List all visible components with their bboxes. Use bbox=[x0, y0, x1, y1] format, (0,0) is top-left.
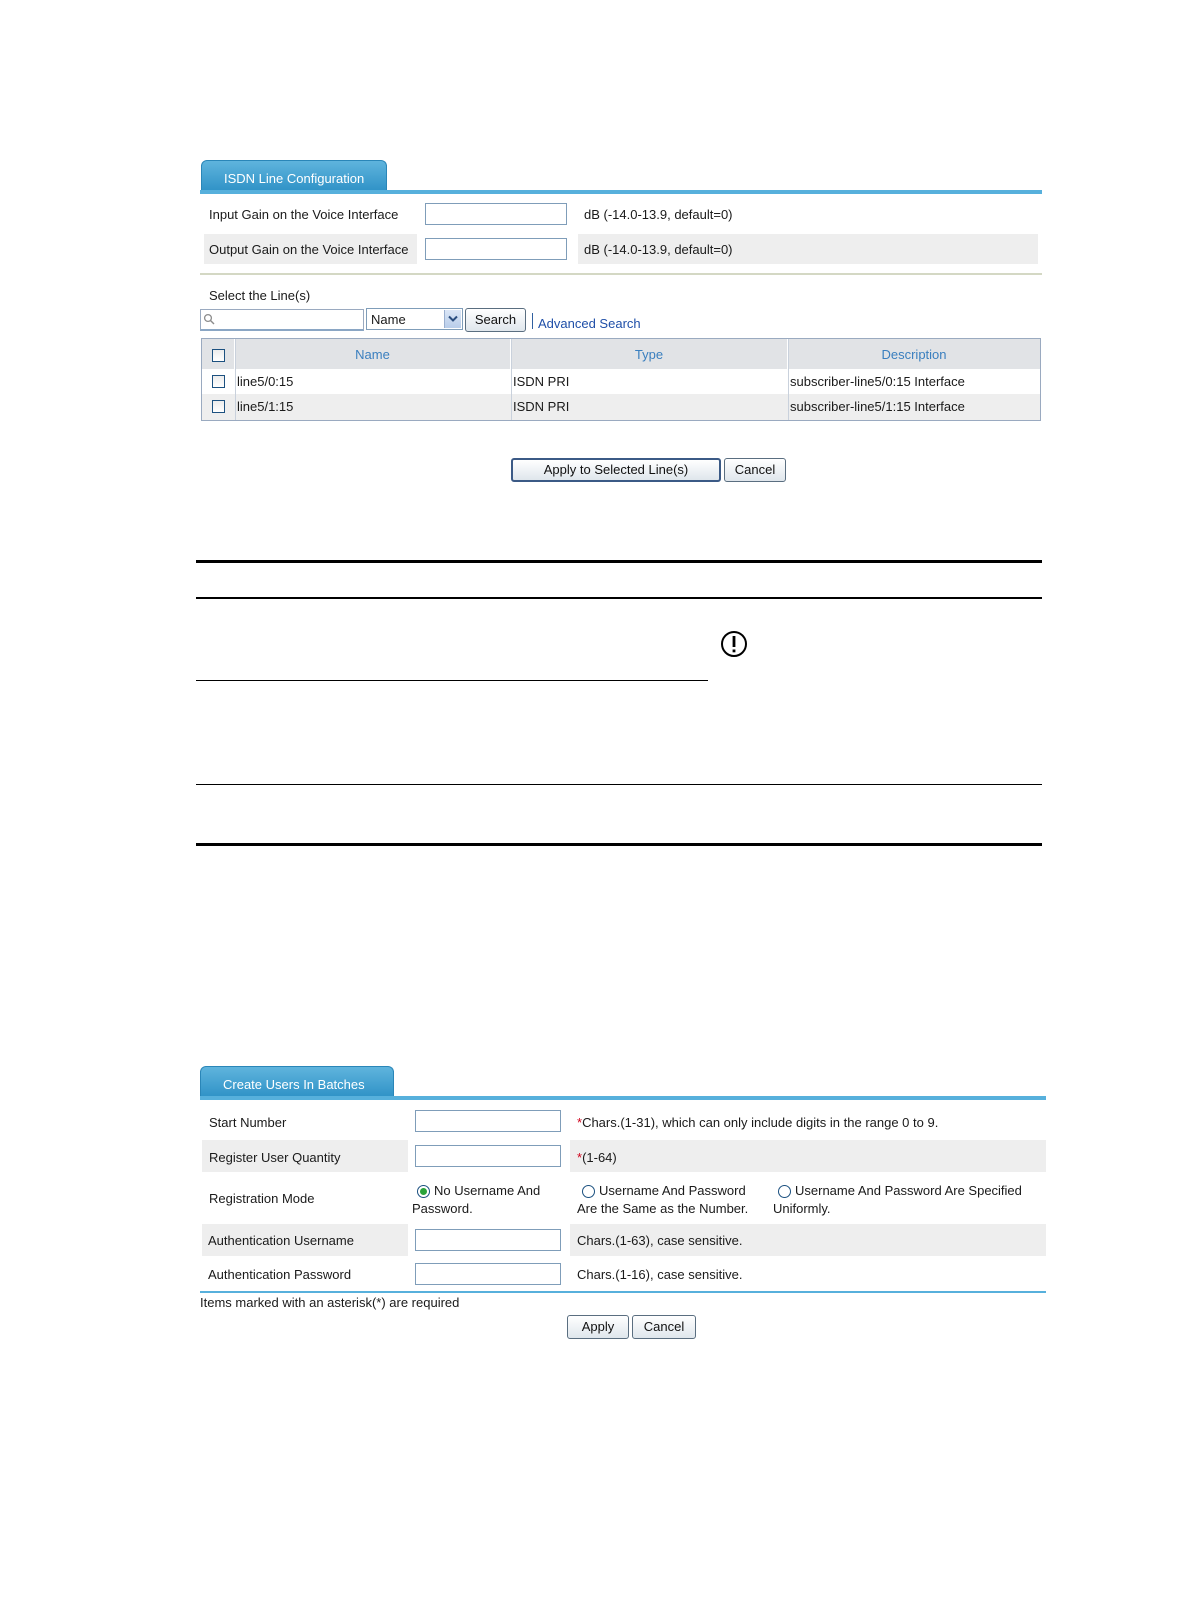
batch-apply-button[interactable]: Apply bbox=[567, 1315, 629, 1339]
table-row[interactable] bbox=[202, 394, 1040, 420]
apply-to-selected-lines-button[interactable]: Apply to Selected Line(s) bbox=[511, 458, 721, 482]
start-number-hint-text: Chars.(1-31), which can only include digits in the range 0 to 9. bbox=[582, 1115, 939, 1130]
batch-panel-tab bbox=[200, 1066, 394, 1098]
output-gain-label: Output Gain on the Voice Interface bbox=[209, 242, 409, 257]
column-divider bbox=[511, 339, 512, 420]
isdn-panel-tab bbox=[201, 160, 387, 192]
mode-option-same-as-number[interactable] bbox=[577, 1182, 767, 1218]
output-gain-field[interactable] bbox=[425, 238, 567, 260]
required-asterisk: * bbox=[577, 1150, 583, 1165]
auth-username-field[interactable] bbox=[415, 1229, 561, 1251]
quantity-hint bbox=[577, 1150, 617, 1165]
mode-radio-no-username[interactable] bbox=[417, 1185, 430, 1198]
start-number-row bbox=[200, 1104, 1046, 1138]
quantity-label: Register User Quantity bbox=[209, 1150, 341, 1165]
column-divider bbox=[235, 339, 236, 420]
auth-password-hint: Chars.(1-16), case sensitive. bbox=[577, 1267, 743, 1282]
mode-option-no-username-line1: No Username And bbox=[434, 1183, 541, 1198]
isdn-cancel-button[interactable]: Cancel bbox=[724, 458, 786, 482]
isdn-section-divider bbox=[200, 273, 1042, 275]
batch-cancel-button[interactable]: Cancel bbox=[632, 1315, 696, 1339]
column-header-type[interactable]: Type bbox=[511, 339, 788, 369]
select-all-checkbox[interactable] bbox=[212, 349, 225, 362]
input-gain-label: Input Gain on the Voice Interface bbox=[209, 207, 399, 222]
registration-mode-label: Registration Mode bbox=[209, 1191, 315, 1206]
row-type: ISDN PRI bbox=[513, 399, 570, 414]
notice-sub-rule bbox=[196, 680, 708, 681]
search-input-wrapper[interactable] bbox=[200, 309, 364, 331]
search-input[interactable] bbox=[217, 310, 361, 330]
auth-password-row bbox=[200, 1258, 1046, 1292]
notice-header-rule bbox=[196, 597, 1042, 599]
mode-radio-same-as-number[interactable] bbox=[582, 1185, 595, 1198]
column-divider bbox=[788, 339, 789, 420]
output-gain-hint: dB (-14.0-13.9, default=0) bbox=[584, 242, 733, 257]
isdn-panel-header-line bbox=[200, 190, 1042, 194]
registration-mode-row bbox=[200, 1174, 1046, 1224]
search-icon bbox=[203, 313, 215, 325]
quantity-row bbox=[200, 1138, 1046, 1174]
mode-radio-specified-uniformly[interactable] bbox=[778, 1185, 791, 1198]
lines-table bbox=[201, 338, 1041, 421]
auth-username-row bbox=[200, 1222, 1046, 1258]
mode-option-specified-uniformly-line1: Username And Password Are Specified bbox=[795, 1183, 1022, 1198]
batch-panel-title: Create Users In Batches bbox=[223, 1077, 365, 1092]
required-note: Items marked with an asterisk(*) are required bbox=[200, 1295, 460, 1310]
isdn-panel-title: ISDN Line Configuration bbox=[224, 171, 365, 186]
row-description: subscriber-line5/1:15 Interface bbox=[790, 399, 965, 414]
chevron-down-icon bbox=[448, 315, 458, 323]
start-number-field[interactable] bbox=[415, 1110, 561, 1132]
warning-circle-icon bbox=[720, 630, 748, 658]
row-type: ISDN PRI bbox=[513, 374, 570, 389]
mode-option-same-as-number-line2: Are the Same as the Number. bbox=[577, 1201, 749, 1216]
table-row[interactable] bbox=[202, 369, 1040, 394]
mode-option-no-username-line2: Password. bbox=[412, 1201, 473, 1216]
input-gain-field[interactable] bbox=[425, 203, 567, 225]
search-separator bbox=[532, 313, 533, 329]
create-users-batch-panel bbox=[200, 1066, 1046, 1346]
row-name: line5/0:15 bbox=[237, 374, 294, 389]
auth-username-hint: Chars.(1-63), case sensitive. bbox=[577, 1233, 743, 1248]
row-checkbox[interactable] bbox=[212, 375, 225, 388]
mode-option-specified-uniformly[interactable] bbox=[773, 1182, 1043, 1218]
notice-bottom-rule bbox=[196, 843, 1042, 846]
search-field-select[interactable] bbox=[366, 308, 463, 330]
isdn-line-configuration-panel bbox=[200, 160, 1042, 500]
row-checkbox[interactable] bbox=[212, 400, 225, 413]
input-gain-row bbox=[200, 198, 1042, 232]
mode-option-same-as-number-line1: Username And Password bbox=[599, 1183, 746, 1198]
row-description: subscriber-line5/0:15 Interface bbox=[790, 374, 965, 389]
input-gain-hint: dB (-14.0-13.9, default=0) bbox=[584, 207, 733, 222]
row-name: line5/1:15 bbox=[237, 399, 294, 414]
batch-panel-header-line bbox=[200, 1096, 1046, 1100]
quantity-field[interactable] bbox=[415, 1145, 561, 1167]
output-gain-row bbox=[200, 232, 1042, 266]
start-number-label: Start Number bbox=[209, 1115, 287, 1130]
auth-password-field[interactable] bbox=[415, 1263, 561, 1285]
search-button[interactable]: Search bbox=[465, 308, 526, 332]
auth-password-label: Authentication Password bbox=[208, 1267, 352, 1282]
table-header-select-all bbox=[202, 339, 235, 369]
auth-username-label: Authentication Username bbox=[208, 1233, 354, 1248]
required-asterisk: * bbox=[577, 1115, 583, 1130]
select-lines-label: Select the Line(s) bbox=[209, 288, 311, 303]
quantity-hint-text: (1-64) bbox=[582, 1150, 617, 1165]
start-number-hint bbox=[577, 1115, 938, 1130]
notice-top-rule bbox=[196, 560, 1042, 563]
search-field-selected-value: Name bbox=[371, 312, 406, 327]
mode-option-no-username[interactable] bbox=[412, 1182, 572, 1218]
batch-panel-bottom-line bbox=[200, 1291, 1046, 1293]
advanced-search-link[interactable]: Advanced Search bbox=[538, 316, 641, 331]
mode-option-specified-uniformly-line2: Uniformly. bbox=[773, 1201, 831, 1216]
dropdown-button[interactable] bbox=[444, 310, 461, 328]
notice-middle-rule bbox=[196, 784, 1042, 785]
column-header-name[interactable]: Name bbox=[235, 339, 511, 369]
notice-box bbox=[196, 560, 1042, 850]
column-header-description[interactable]: Description bbox=[788, 339, 1040, 369]
